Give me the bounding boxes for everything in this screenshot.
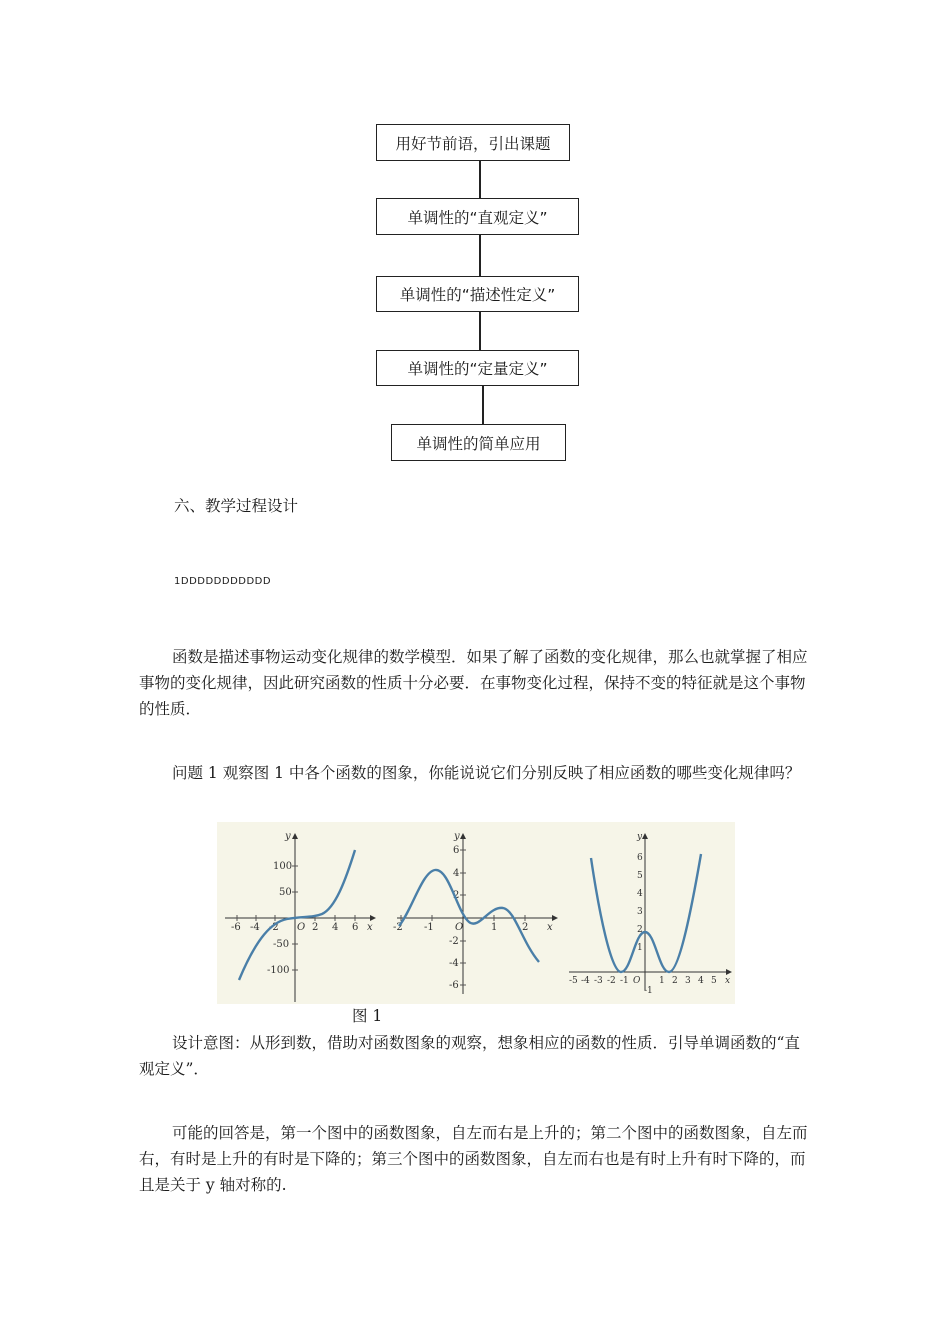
- graph3-xtick: -3: [594, 976, 603, 986]
- graph2-xtick: 2: [522, 922, 529, 933]
- graph3-curve: [591, 854, 701, 972]
- graph2-xtick: -2: [393, 922, 403, 933]
- graph1-ytick: -100: [267, 965, 290, 976]
- graph1-x-label: x: [367, 922, 373, 933]
- graph1-ytick: -50: [273, 939, 290, 950]
- small-code-text: 1DDDDDDDDDDD: [174, 576, 272, 587]
- graph3-ytick: 2: [637, 925, 643, 935]
- graph3-origin: O: [633, 976, 641, 986]
- graph1-ytick: 100: [273, 861, 293, 872]
- flow-connector-3: [479, 312, 481, 350]
- graph-2: [393, 831, 557, 994]
- graph2-x-label: x: [547, 922, 553, 933]
- graph3-xtick: -2: [607, 976, 616, 986]
- graph-1: [225, 831, 375, 1002]
- graph2-origin: O: [455, 922, 464, 933]
- flow-step-5: 单调性的简单应用: [391, 424, 566, 461]
- graph3-xtick: 1: [659, 976, 665, 986]
- possible-answer-paragraph: 可能的回答是，第一个图中的函数图象，自左而右是上升的；第二个图中的函数图象，自左而右，有时是上升的有时是下降的；第三个图中的函数图象，自左而右也是有时上升有时下降的，而且是关于 y 轴对称的.: [139, 1124, 808, 1194]
- flow-step-2: 单调性的“直观定义”: [376, 198, 579, 235]
- flow-step-3: 单调性的“描述性定义”: [376, 276, 579, 312]
- flow-connector-2: [479, 235, 481, 276]
- graph2-xtick: 1: [491, 922, 498, 933]
- graph1-xtick: 2: [312, 922, 319, 933]
- graph3-xtick: -1: [620, 976, 629, 986]
- flow-connector-1: [479, 161, 481, 198]
- graph-3: [569, 832, 731, 996]
- graph2-ytick: -4: [449, 958, 459, 969]
- graph2-curve: [399, 870, 539, 962]
- graph1-origin: O: [297, 922, 306, 933]
- graph3-xtick: 3: [685, 976, 691, 986]
- graph3-xtick: 4: [698, 976, 704, 986]
- figure-caption: 图 1: [352, 1007, 383, 1025]
- graph2-ytick: 6: [453, 845, 460, 856]
- function-graphs-figure: [217, 822, 735, 1004]
- graph3-x-label: x: [725, 976, 731, 986]
- graph2-y-label: y: [454, 831, 460, 842]
- graph3-ytick: 4: [637, 889, 643, 899]
- graph1-xtick: 6: [352, 922, 359, 933]
- graph1-xtick: -6: [231, 922, 241, 933]
- graph3-xtick: 5: [711, 976, 717, 986]
- graph3-xtick: -4: [581, 976, 590, 986]
- graph3-y-label: y: [637, 832, 643, 842]
- flow-connector-4: [482, 386, 484, 424]
- graph2-ytick: 4: [453, 868, 460, 879]
- flow-step-4: 单调性的“定量定义”: [376, 350, 579, 386]
- question-paragraph: 问题 1 观察图 1 中各个函数的图象，你能说说它们分别反映了相应函数的哪些变化规律吗？: [172, 764, 801, 782]
- graph3-xtick: 2: [672, 976, 678, 986]
- graph3-ytick: 6: [637, 853, 643, 863]
- graph3-ytick: 5: [637, 871, 643, 881]
- graph3-ytick: 3: [637, 907, 643, 917]
- graph2-ytick: 2: [453, 890, 460, 901]
- graphs-svg: [217, 822, 735, 1004]
- graph3-ytick: 1: [637, 943, 643, 953]
- graph1-y-label: y: [285, 831, 291, 842]
- flow-step-1: 用好节前语，引出课题: [376, 124, 570, 161]
- graph2-xtick: -1: [424, 922, 434, 933]
- section-heading: 六、教学过程设计: [174, 497, 299, 515]
- graph3-ytick: -1: [644, 986, 653, 996]
- graph2-ytick: -6: [449, 980, 459, 991]
- intro-paragraph: 函数是描述事物运动变化规律的数学模型．如果了解了函数的变化规律，那么也就掌握了相应事物的变化规律，因此研究函数的性质十分必要．在事物变化过程，保持不变的特征就是这个事物的性质．: [139, 648, 808, 718]
- graph3-xtick: -5: [569, 976, 578, 986]
- graph1-xtick: 4: [332, 922, 339, 933]
- graph2-ytick: -2: [449, 936, 459, 947]
- graph1-xtick: -4: [250, 922, 260, 933]
- design-intent-paragraph: 设计意图：从形到数，借助对函数图象的观察，想象相应的函数的性质．引导单调函数的“直观定义”．: [139, 1034, 800, 1078]
- graph1-ytick: 50: [279, 887, 292, 898]
- graph1-xtick: -2: [269, 922, 279, 933]
